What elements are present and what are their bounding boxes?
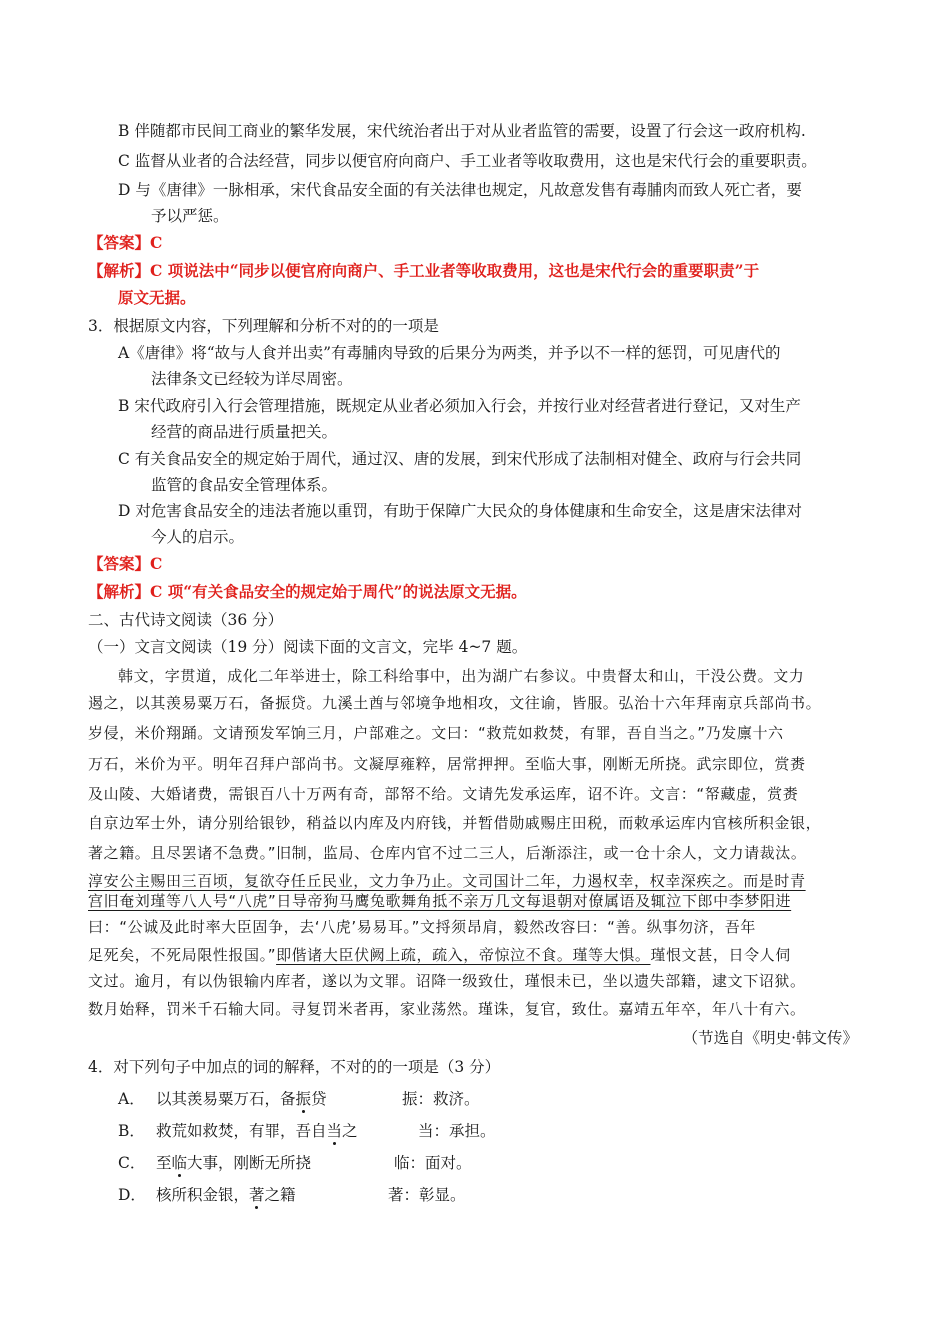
passage-segment-underlined: 即偕诸大臣伏阙上疏，疏入，帝惊泣不食。瑾等大惧。 <box>276 946 651 964</box>
option-label: D． <box>118 1186 146 1204</box>
q3-option-b-cont: 经营的商品进行质量把关。 <box>151 423 338 441</box>
sentence-part: 之籍 <box>264 1186 296 1204</box>
option-label: A． <box>118 1090 145 1108</box>
q2-analysis-cont: 原文无据。 <box>118 288 196 307</box>
q3-option-a: A《唐律》将“故与人食并出卖”有毒脯肉导致的后果分为两类，并予以不一样的惩罚，可见唐代的 <box>118 344 781 362</box>
q3-option-c: C 有关食品安全的规定始于周代，通过汉、唐的发展，到宋代形成了法制相对健全、政府与行会共同 <box>118 450 802 468</box>
passage-line: 遏之，以其羡易粟万石，备振贷。九溪土酋与邻境争地相攻，文往谕，皆服。弘治十六年拜南京兵部尚书。 <box>88 694 822 712</box>
option-explanation: 临：面对。 <box>394 1154 472 1172</box>
q2-option-d: D 与《唐律》一脉相承，宋代食品安全面的有关法律也规定，凡故意发售有毒脯肉而致人死亡者，要 <box>118 181 802 199</box>
passage-line: 岁侵，米价翔踊。文请预发军饷三月，户部难之。文曰：“救荒如救焚，有罪，吾自当之。”乃发廪十六 <box>88 724 784 742</box>
q3-option-d-cont: 今人的启示。 <box>151 528 245 546</box>
q4-option-d <box>118 1184 818 1206</box>
passage-line-underlined: 宫旧奄刘瑾等八人号“八虎”日导帝狗马鹰兔歌舞角抵不亲万几文每退朝对僚属语及辄泣下郎中李梦阳进 <box>88 892 792 910</box>
section-title: 二、古代诗文阅读（36 分） <box>88 611 284 629</box>
passage-line: 著之籍。且尽罢诸不急费。”旧制，监局、仓库内官不过二三人，后渐添注，或一仓十余人，文力请裁汰。 <box>88 844 807 862</box>
section-subtitle: （一）文言文阅读（19 分）阅读下面的文言文，完毕 4~7 题。 <box>88 638 528 656</box>
option-sentence <box>156 1184 296 1206</box>
option-sentence <box>156 1088 327 1110</box>
option-explanation: 振：救济。 <box>402 1090 480 1108</box>
dotted-word: 著 <box>249 1186 265 1204</box>
q2-answer: 【答案】C <box>88 233 163 252</box>
option-sentence <box>156 1120 358 1142</box>
option-explanation: 著：彰显。 <box>388 1186 466 1204</box>
q3-answer: 【答案】C <box>88 554 163 573</box>
passage-line: 自京边军士外，请分别给银钞，稍益以内库及内府钱，并暂借勋戚赐庄田税，而敕承运库内官核所积金银， <box>88 814 822 832</box>
q4-option-a <box>118 1088 818 1110</box>
passage-source: （节选自《明史·韩文传》 <box>682 1029 858 1047</box>
q3-stem: 3．根据原文内容，下列理解和分析不对的的一项是 <box>88 317 439 335</box>
option-sentence <box>156 1152 311 1174</box>
passage-line: 万石，米价为平。明年召拜户部尚书。文凝厚雍粹，居常押押。至临大事，刚断无所挠。武宗即位，赏赉 <box>88 755 806 773</box>
passage-segment: 足死矣，不死局限性报国。” <box>88 946 277 964</box>
sentence-part: 救荒如救焚，有罪，吾自 <box>156 1122 327 1140</box>
option-label: C． <box>118 1154 146 1172</box>
q4-option-b <box>118 1120 818 1142</box>
passage-line <box>88 944 791 966</box>
q2-option-d-cont: 予以严惩。 <box>151 207 229 225</box>
q4-stem: 4．对下列句子中加点的词的解释，不对的的一项是（3 分） <box>88 1058 501 1076</box>
q3-option-c-cont: 监管的食品安全管理体系。 <box>151 476 338 494</box>
passage-line: 文过。逾月，有以伪银输内库者，遂以为文罪。诏降一级致仕，瑾恨未已，坐以遗失部籍，逮文下诏狱。 <box>88 972 806 990</box>
q2-option-c: C 监督从业者的合法经营，同步以便官府向商户、手工业者等收取费用，这也是宋代行会的重要职责。 <box>118 152 817 170</box>
sentence-part: 以其羡易粟万石，备 <box>156 1090 296 1108</box>
q3-option-a-cont: 法律条文已经较为详尽周密。 <box>151 370 353 388</box>
q3-option-b: B 宋代政府引入行会管理措施，既规定从业者必须加入行会，并按行业对经营者进行登记，又对生产 <box>118 397 801 415</box>
sentence-part: 之 <box>342 1122 358 1140</box>
q2-option-b: B 伴随都市民间工商业的繁华发展，宋代统治者出于对从业者监管的需要，设置了行会这一政府机构. <box>118 122 806 140</box>
sentence-part: 贷 <box>311 1090 327 1108</box>
q4-option-c <box>118 1152 818 1174</box>
q3-option-d: D 对危害食品安全的违法者施以重罚，有助于保障广大民众的身体健康和生命安全，这是唐宋法律对 <box>118 502 802 520</box>
passage-line: 曰：“公诚及此时率大臣固争，去‘八虎’易易耳。”文捋须昂肩，毅然改容曰：“善。纵事勿济，吾年 <box>88 918 756 936</box>
sentence-part: 至 <box>156 1154 172 1172</box>
q2-analysis: 【解析】C 项说法中“同步以便官府向商户、手工业者等收取费用，这也是宋代行会的重要职责”于 <box>88 261 760 280</box>
sentence-part: 核所积金银， <box>156 1186 250 1204</box>
passage-line: 数月始释，罚米千石输大同。寻复罚米者再，家业荡然。瑾诛，复官，致仕。嘉靖五年卒，年八十有六。 <box>88 1000 806 1018</box>
dotted-word: 振 <box>295 1090 312 1108</box>
option-label: B． <box>118 1122 145 1140</box>
passage-line: 及山陵、大婚诸费，需银百八十万两有奇，部帑不给。文请先发承运库，诏不许。文言：“帑藏虚，赏赉 <box>88 785 799 803</box>
option-explanation: 当：承担。 <box>418 1122 496 1140</box>
q3-analysis: 【解析】C 项“有关食品安全的规定始于周代”的说法原文无据。 <box>88 582 527 601</box>
dotted-word: 当 <box>326 1122 343 1140</box>
passage-line: 韩文，字贯道，成化二年举进士，除工科给事中，出为湖广右参议。中贵督太和山，干没公费。文力 <box>118 667 805 685</box>
dotted-word: 临 <box>171 1154 188 1172</box>
sentence-part: 大事，刚断无所挠 <box>187 1154 312 1172</box>
passage-line-underlined: 淳安公主赐田三百顷，复欲夺任丘民业，文力争乃止。文司国计二年，力遏权幸，权幸深疾之。而是时青 <box>88 872 806 890</box>
passage-segment: 瑾恨文甚，日令人伺 <box>650 946 791 964</box>
